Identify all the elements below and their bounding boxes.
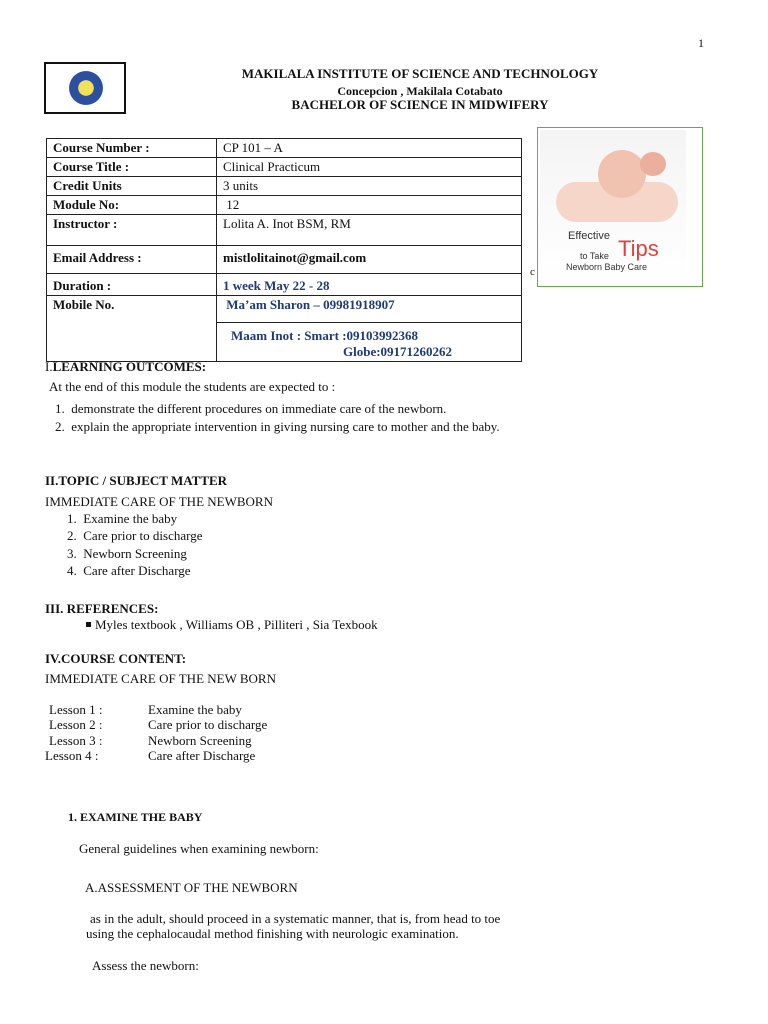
list-item: 3. Newborn Screening <box>67 546 187 561</box>
bullet-icon <box>86 622 91 627</box>
learning-outcomes-title: LEARNING OUTCOMES: <box>52 359 207 374</box>
outcome-1: demonstrate the different procedures on immediate care of the newborn. <box>71 401 447 416</box>
assessment-heading: A.ASSESSMENT OF THE NEWBORN <box>85 880 298 895</box>
newborn-tips-image <box>530 127 703 287</box>
learning-outcomes-prefix: I. <box>45 359 53 374</box>
mobile-inot <box>217 323 522 362</box>
topic-item-2: Care prior to discharge <box>83 528 203 543</box>
lesson-label: Lesson 4 : <box>45 748 99 763</box>
image-text-to-take: to Take <box>580 251 609 261</box>
duration-value: 1 week May 22 - 28 <box>217 274 522 296</box>
baby-photo <box>540 130 686 284</box>
assessment-paragraph-line2: using the cephalocaudal method finishing with neurologic examination. <box>86 926 459 941</box>
topic-item-4: Care after Discharge <box>83 563 191 578</box>
baby-hand-shape <box>640 152 666 176</box>
outcome-2: explain the appropriate intervention in giving nursing care to mother and the baby. <box>71 419 500 434</box>
instructor-label: Instructor : <box>47 215 217 246</box>
table-row <box>47 177 522 196</box>
assess-newborn-text: Assess the newborn: <box>92 958 199 973</box>
lesson-topic: Newborn Screening <box>148 733 252 748</box>
credit-units-label: Credit Units <box>47 177 217 196</box>
table-row <box>47 196 522 215</box>
reference-item: Myles textbook , Williams OB , Pilliteri , Sia Texbook <box>95 617 378 632</box>
lesson-topic: Care prior to discharge <box>148 717 268 732</box>
lesson-label: Lesson 1 : <box>49 702 103 717</box>
institution-address: Concepcion , Makilala Cotabato <box>337 84 503 98</box>
table-row <box>47 274 522 296</box>
learning-outcomes-heading <box>45 359 206 375</box>
school-logo <box>44 62 126 114</box>
credit-units-value: 3 units <box>217 177 522 196</box>
table-row <box>47 215 522 246</box>
image-text-effective: Effective <box>568 230 610 242</box>
institution-name: MAKILALA INSTITUTE OF SCIENCE AND TECHNOLOGY <box>241 66 599 81</box>
lesson-label: Lesson 3 : <box>49 733 103 748</box>
table-row <box>47 296 522 323</box>
examine-heading: 1. EXAMINE THE BABY <box>68 810 203 824</box>
mobile-sharon: Ma’am Sharon – 09981918907 <box>217 296 522 323</box>
course-title-value: Clinical Practicum <box>217 158 522 177</box>
image-text-tips: Tips <box>618 236 659 261</box>
image-overflow-char: c <box>530 266 535 278</box>
table-row <box>47 158 522 177</box>
duration-label: Duration : <box>47 274 217 296</box>
list-item: 2. Care prior to discharge <box>67 528 203 543</box>
module-no-value: 12 <box>217 196 522 215</box>
email-label: Email Address : <box>47 246 217 274</box>
list-item: 2. explain the appropriate intervention in giving nursing care to mother and the baby. <box>55 419 500 434</box>
module-no-label: Module No: <box>47 196 217 215</box>
course-content-heading: IV.COURSE CONTENT: <box>45 651 187 666</box>
instructor-value: Lolita A. Inot BSM, RM <box>217 215 522 246</box>
list-item: 1. Examine the baby <box>67 511 178 526</box>
program-name: BACHELOR OF SCIENCE IN MIDWIFERY <box>291 97 549 112</box>
references-heading: III. REFERENCES: <box>45 601 159 616</box>
list-item: 4. Care after Discharge <box>67 563 191 578</box>
image-text-newborn-care: Newborn Baby Care <box>566 262 648 272</box>
guidelines-text: General guidelines when examining newborn: <box>79 841 319 856</box>
mobile-label: Mobile No. <box>47 296 217 362</box>
course-info-table <box>46 138 522 362</box>
course-number-value: CP 101 – A <box>217 139 522 158</box>
email-value: mistlolitainot@gmail.com <box>217 246 522 274</box>
topic-subtitle: IMMEDIATE CARE OF THE NEWBORN <box>45 494 273 509</box>
mobile-inot-smart: Maam Inot : Smart :09103992368 <box>231 328 419 343</box>
course-number-label: Course Number : <box>47 139 217 158</box>
course-content-subtitle: IMMEDIATE CARE OF THE NEW BORN <box>45 671 276 686</box>
topic-item-3: Newborn Screening <box>83 546 187 561</box>
lesson-label: Lesson 2 : <box>49 717 103 732</box>
course-title-label: Course Title : <box>47 158 217 177</box>
table-row <box>47 246 522 274</box>
list-item <box>86 617 378 633</box>
table-row <box>47 139 522 158</box>
baby-head-shape <box>598 150 646 198</box>
learning-outcomes-intro: At the end of this module the students are expected to : <box>49 379 336 394</box>
topic-heading: II.TOPIC / SUBJECT MATTER <box>45 473 228 488</box>
lesson-topic: Care after Discharge <box>148 748 256 763</box>
page-number: 1 <box>698 36 704 50</box>
assessment-paragraph-line1: as in the adult, should proceed in a systematic manner, that is, from head to toe <box>90 911 501 926</box>
school-seal-icon <box>67 69 105 107</box>
lesson-topic: Examine the baby <box>148 702 242 717</box>
topic-item-1: Examine the baby <box>83 511 178 526</box>
mobile-inot-globe: Globe:09171260262 <box>343 344 453 359</box>
list-item: 1. demonstrate the different procedures on immediate care of the newborn. <box>55 401 447 416</box>
